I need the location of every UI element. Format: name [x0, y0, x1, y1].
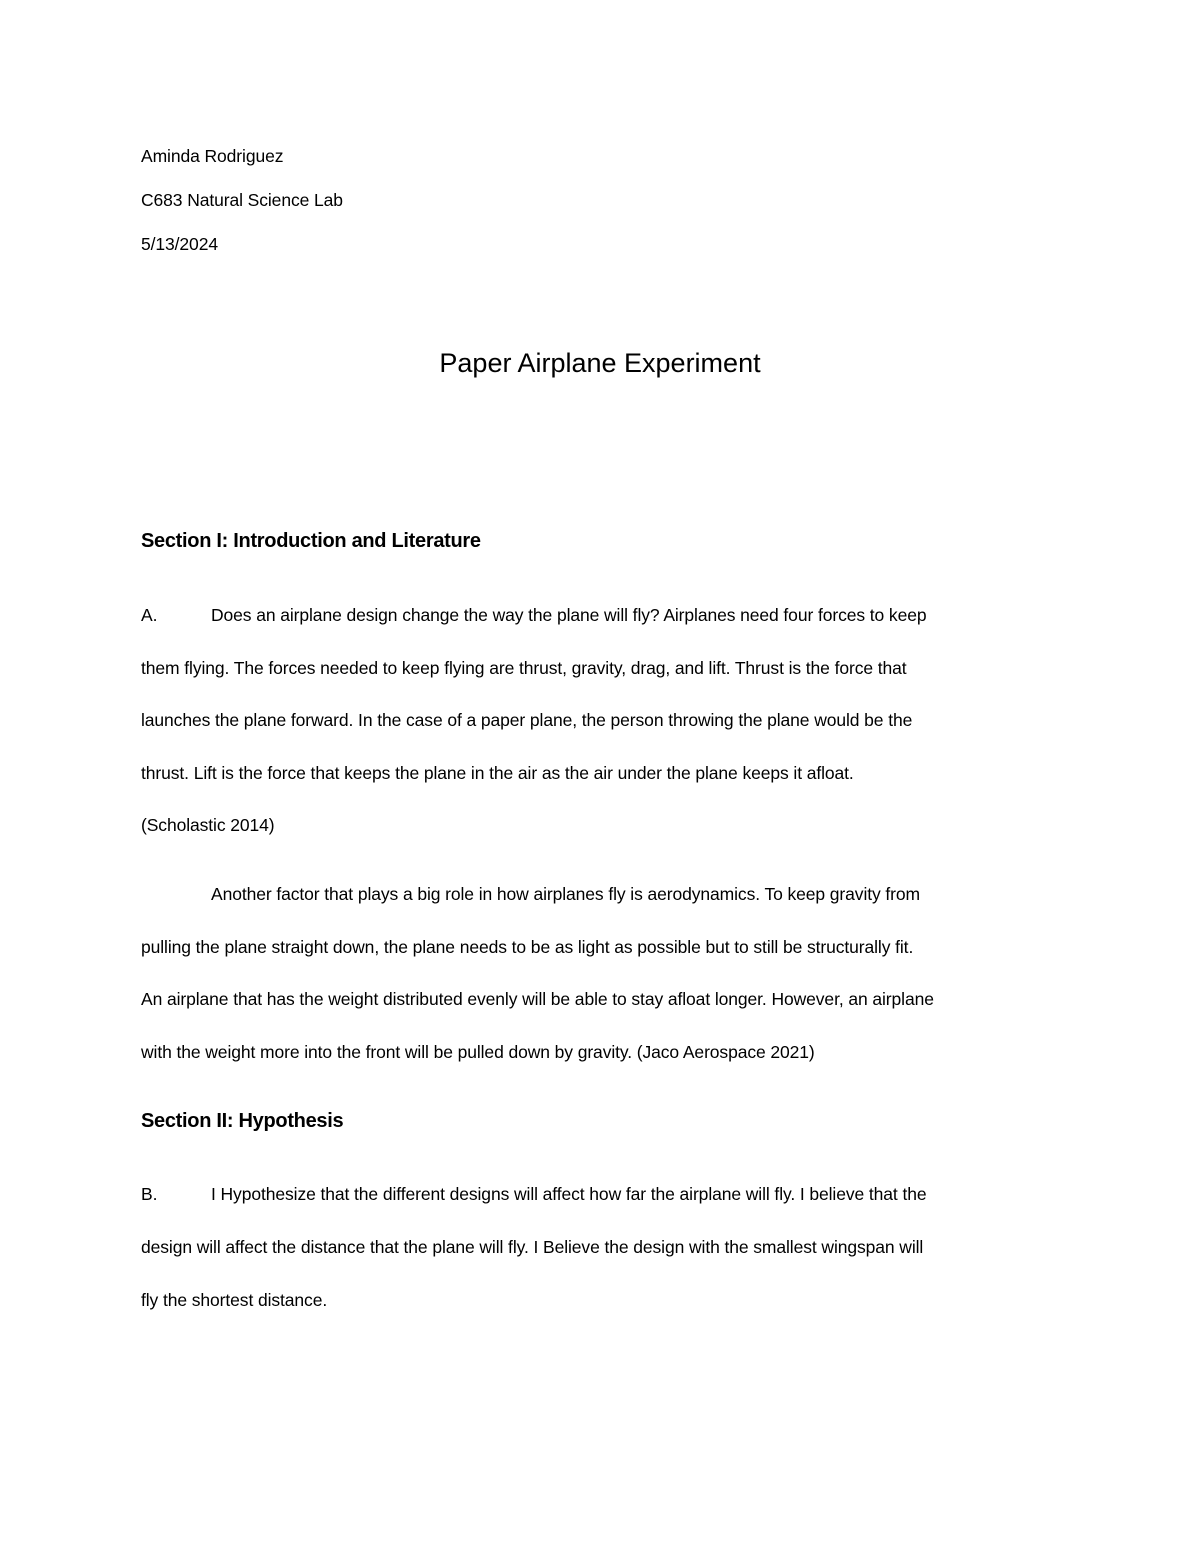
author-name: Aminda Rodriguez — [141, 146, 284, 166]
section-2-marker: B. — [141, 1184, 158, 1204]
section-1-para-1-line: them flying. The forces needed to keep flying are thrust, gravity, drag, and lift. Thrust is the force that — [141, 658, 907, 678]
section-1-heading: Section I: Introduction and Literature — [141, 530, 481, 552]
document-title: Paper Airplane Experiment — [439, 348, 761, 378]
section-1-para-2-line: Another factor that plays a big role in how airplanes fly is aerodynamics. To keep gravity from — [211, 884, 921, 904]
section-1-para-2-line: An airplane that has the weight distributed evenly will be able to stay afloat longer. However, an airplane — [141, 989, 934, 1009]
section-1-para-2-line: pulling the plane straight down, the plane needs to be as light as possible but to still be structurally fit. — [141, 937, 914, 957]
section-2-para-line: I Hypothesize that the different designs will affect how far the airplane will fly. I believe that the — [211, 1184, 927, 1204]
section-2-heading: Section II: Hypothesis — [141, 1110, 344, 1132]
section-1-para-1-line: launches the plane forward. In the case of a paper plane, the person throwing the plane would be the — [141, 710, 913, 730]
section-1-para-1-line: thrust. Lift is the force that keeps the plane in the air as the air under the plane keeps it afloat. — [141, 763, 854, 783]
section-2-para-line: fly the shortest distance. — [141, 1290, 328, 1310]
section-2-para-line: design will affect the distance that the plane will fly. I Believe the design with the smallest wingspan will — [141, 1237, 924, 1257]
section-1-para-1-line: Does an airplane design change the way the plane will fly? Airplanes need four forces to keep — [211, 605, 927, 625]
section-1-citation: (Scholastic 2014) — [141, 815, 275, 835]
section-1-para-2-line: with the weight more into the front will be pulled down by gravity. (Jaco Aerospace 2021) — [141, 1042, 815, 1062]
course-name: C683 Natural Science Lab — [141, 190, 343, 210]
document-date: 5/13/2024 — [141, 234, 218, 254]
section-1-marker: A. — [141, 605, 158, 625]
